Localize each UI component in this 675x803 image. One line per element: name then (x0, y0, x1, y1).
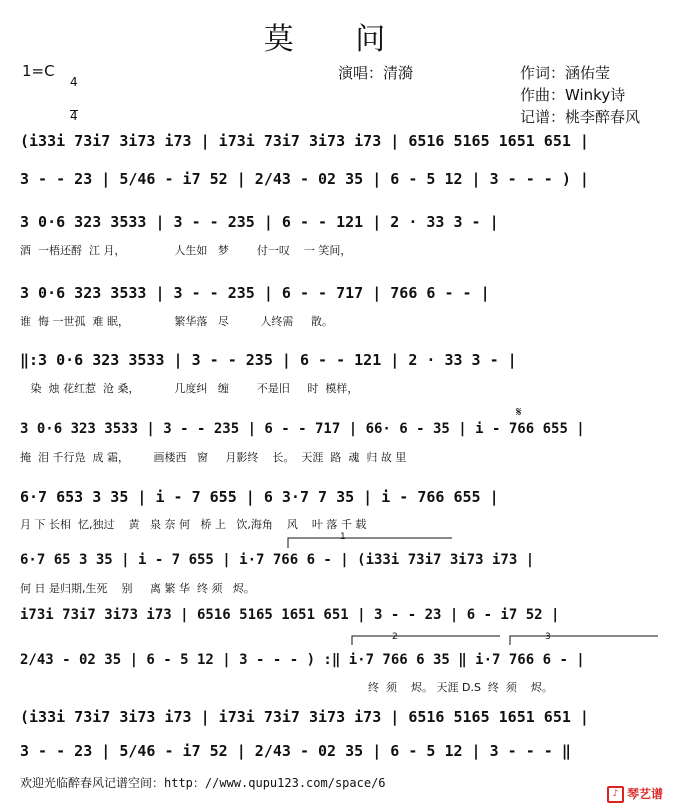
score-line-11: (i33i 73i7 3i73 i73 | i73i 73i7 3i73 i73 | 6516 5165 1651 651 | (20, 708, 589, 726)
lyric-line-8: 何 日 是归期,生死 别 离 繁 华 终 须 烬。 (20, 582, 255, 595)
time-bottom: 4 (70, 109, 78, 123)
footer-text: 欢迎光临醉春风记谱空间：http：//www.qupu123.com/space/6 (20, 776, 386, 790)
lyric-line-4: 谁 悔 一世孤 难 眠， 繁华落 尽 人终需 散。 (20, 315, 333, 328)
lyric-line-7: 月 下 长相 忆,独过 黄 泉 奈 何 桥 上 饮,海角 风 叶 落 千 载 (20, 518, 367, 531)
score-line-4: 3 0·6 323 3533 | 3 - - 235 | 6 - - 717 | 766 6 - - | (20, 284, 490, 302)
brand-logo (599, 771, 663, 803)
score-line-8: 6·7 65 3 35 | i - 7 655 | i·7 766 6 - | (i33i 73i7 3i73 i73 | (20, 552, 535, 568)
score-line-5: ‖:3 0·6 323 3533 | 3 - - 235 | 6 - - 121 | 2 · 33 3 - | (20, 351, 517, 369)
score-line-6: 3 0·6 323 3533 | 3 - - 235 | 6 - - 717 | 66· 6 - 35 | i - 766 655 | (20, 421, 585, 437)
brand-logo-text: 琴艺谱 (626, 787, 663, 801)
volta-2-bracket (352, 636, 500, 645)
time-top: 4 (70, 75, 78, 89)
lyricist-credit: 作词：涵佑莹 (520, 64, 611, 82)
singer-credit: 演唱：清漪 (338, 64, 414, 82)
score-line-2: 3 - - 23 | 5/46 - i7 52 | 2/43 - 02 35 | 6 - 5 12 | 3 - - - ) | (20, 170, 589, 188)
score-line-12: 3 - - 23 | 5/46 - i7 52 | 2/43 - 02 35 | 6 - 5 12 | 3 - - - ‖ (20, 742, 571, 760)
key-signature: 1=C (22, 62, 55, 80)
score-line-1: (i33i 73i7 3i73 i73 | i73i 73i7 3i73 i73 | 6516 5165 1651 651 | (20, 132, 589, 150)
volta-3-bracket (510, 636, 658, 645)
music-note-icon: ♪ (607, 786, 624, 803)
lyric-line-10: 终 须 烬。 天涯 D.S 终 须 烬。 (368, 681, 553, 694)
segno-sign: 𝄋 (516, 405, 522, 420)
score-line-7: 6·7 653 3 35 | i - 7 655 | 6 3·7 7 35 | i - 766 655 | (20, 488, 499, 506)
volta-1-label: 1 (340, 532, 346, 542)
volta-1-bracket (288, 538, 452, 548)
score-line-3: 3 0·6 323 3533 | 3 - - 235 | 6 - - 121 | 2 · 33 3 - | (20, 213, 499, 231)
lyric-line-3: 酒 一梧还酹 江 月， 人生如 梦 付一叹 一 笑间， (20, 244, 352, 257)
song-title: 莫 问 (263, 22, 412, 57)
lyric-line-5: 染 烛 花红惹 沧 桑， 几度纠 缠 不是旧 时 模样， (20, 382, 359, 395)
volta-3-label: 3 (545, 632, 551, 642)
score-line-9: i73i 73i7 3i73 i73 | 6516 5165 1651 651 | 3 - - 23 | 6 - i7 52 | (20, 607, 560, 623)
lyric-line-6: 掩 泪 千行凫 成 霜， 画楼西 窗 月影终 长。 天涯 路 魂 归 故 里 (20, 451, 407, 464)
score-line-10: 2/43 - 02 35 | 6 - 5 12 | 3 - - - ) :‖ i·7 766 6 35 ‖ i·7 766 6 - | (20, 652, 585, 668)
volta-2-label: 2 (392, 632, 398, 642)
transcriber-credit: 记谱：桃李醉春风 (520, 108, 641, 126)
composer-credit: 作曲：Winky诗 (520, 86, 626, 104)
